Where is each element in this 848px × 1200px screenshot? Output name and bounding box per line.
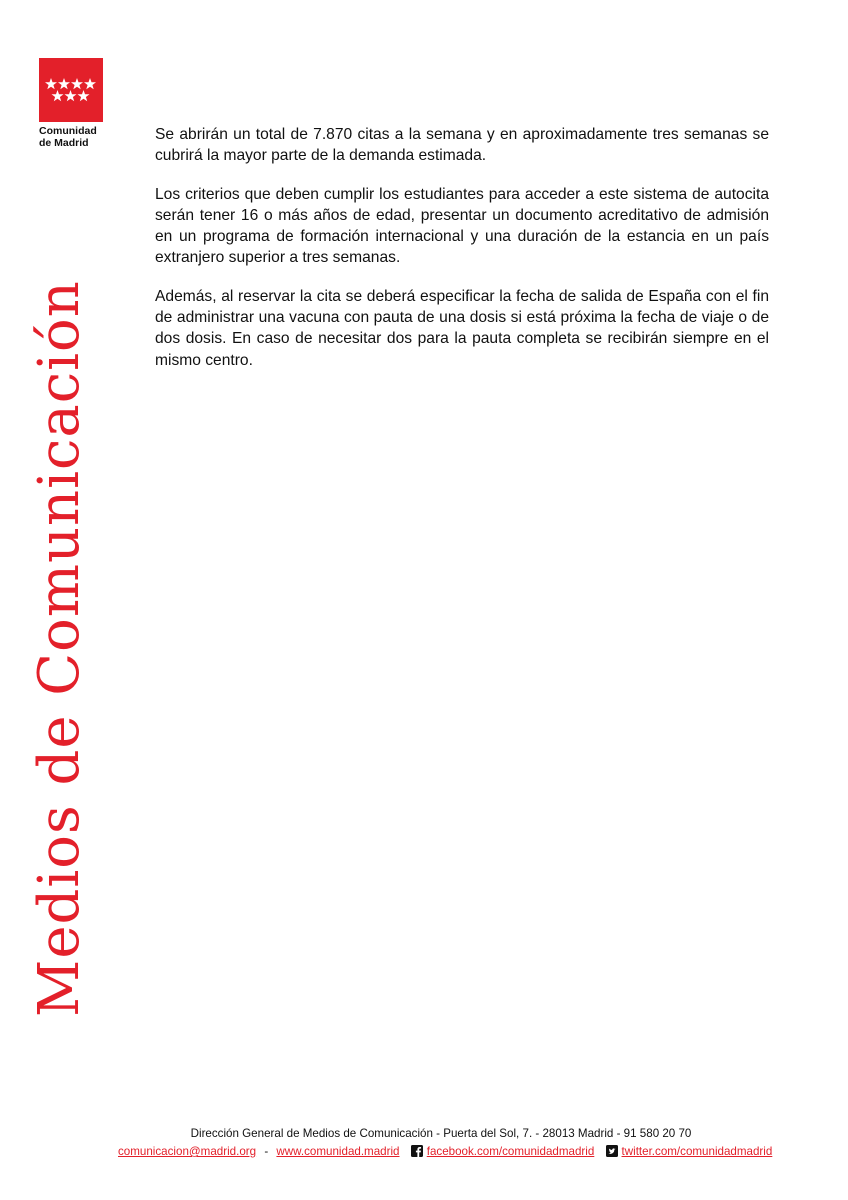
- footer-separator: -: [264, 1145, 269, 1158]
- logo-line-2: de Madrid: [39, 137, 89, 149]
- email-link[interactable]: comunicacion@madrid.org: [118, 1145, 257, 1158]
- logo-line-1: Comunidad: [39, 125, 97, 137]
- twitter-link[interactable]: twitter.com/comunidadmadrid: [621, 1145, 773, 1158]
- press-release-body: [155, 124, 769, 388]
- footer-address: Dirección General de Medios de Comunicación - Puerta del Sol, 7. - 28013 Madrid - 91 580 20 70: [190, 1127, 692, 1140]
- facebook-icon: [411, 1145, 423, 1160]
- facebook-link[interactable]: facebook.com/comunidadmadrid: [426, 1145, 595, 1158]
- stars-icon: [39, 58, 103, 122]
- paragraph-3: Además, al reservar la cita se deberá especificar la fecha de salida de España con el fin de administrar una vacuna con pauta de una dosis si está próxima la fecha de viaje o de dos dosis. En caso de necesitar dos para la pauta completa se recibirán siempre en el mismo centro.: [155, 287, 769, 369]
- paragraph-2: Los criterios que deben cumplir los estudiantes para acceder a este sistema de autocita serán tener 16 o más años de edad, presentar un documento acreditativo de admisión en un programa de formación internacional y una duración de la estancia en un país extranjero superior a tres semanas.: [155, 185, 769, 267]
- logo-stars-emblem: [39, 58, 103, 122]
- paragraph-1: Se abrirán un total de 7.870 citas a la semana y en aproximadamente tres semanas se cubrirá la mayor parte de la demanda estimada.: [155, 126, 769, 165]
- side-title-medios-de-comunicacion: Medios de Comunicación: [27, 280, 92, 1017]
- footer-links: [118, 1145, 772, 1160]
- comunidad-de-madrid-logo: [39, 58, 104, 149]
- twitter-icon: [606, 1145, 618, 1160]
- logo-wordmark: [39, 125, 104, 149]
- website-link[interactable]: www.comunidad.madrid: [276, 1145, 400, 1158]
